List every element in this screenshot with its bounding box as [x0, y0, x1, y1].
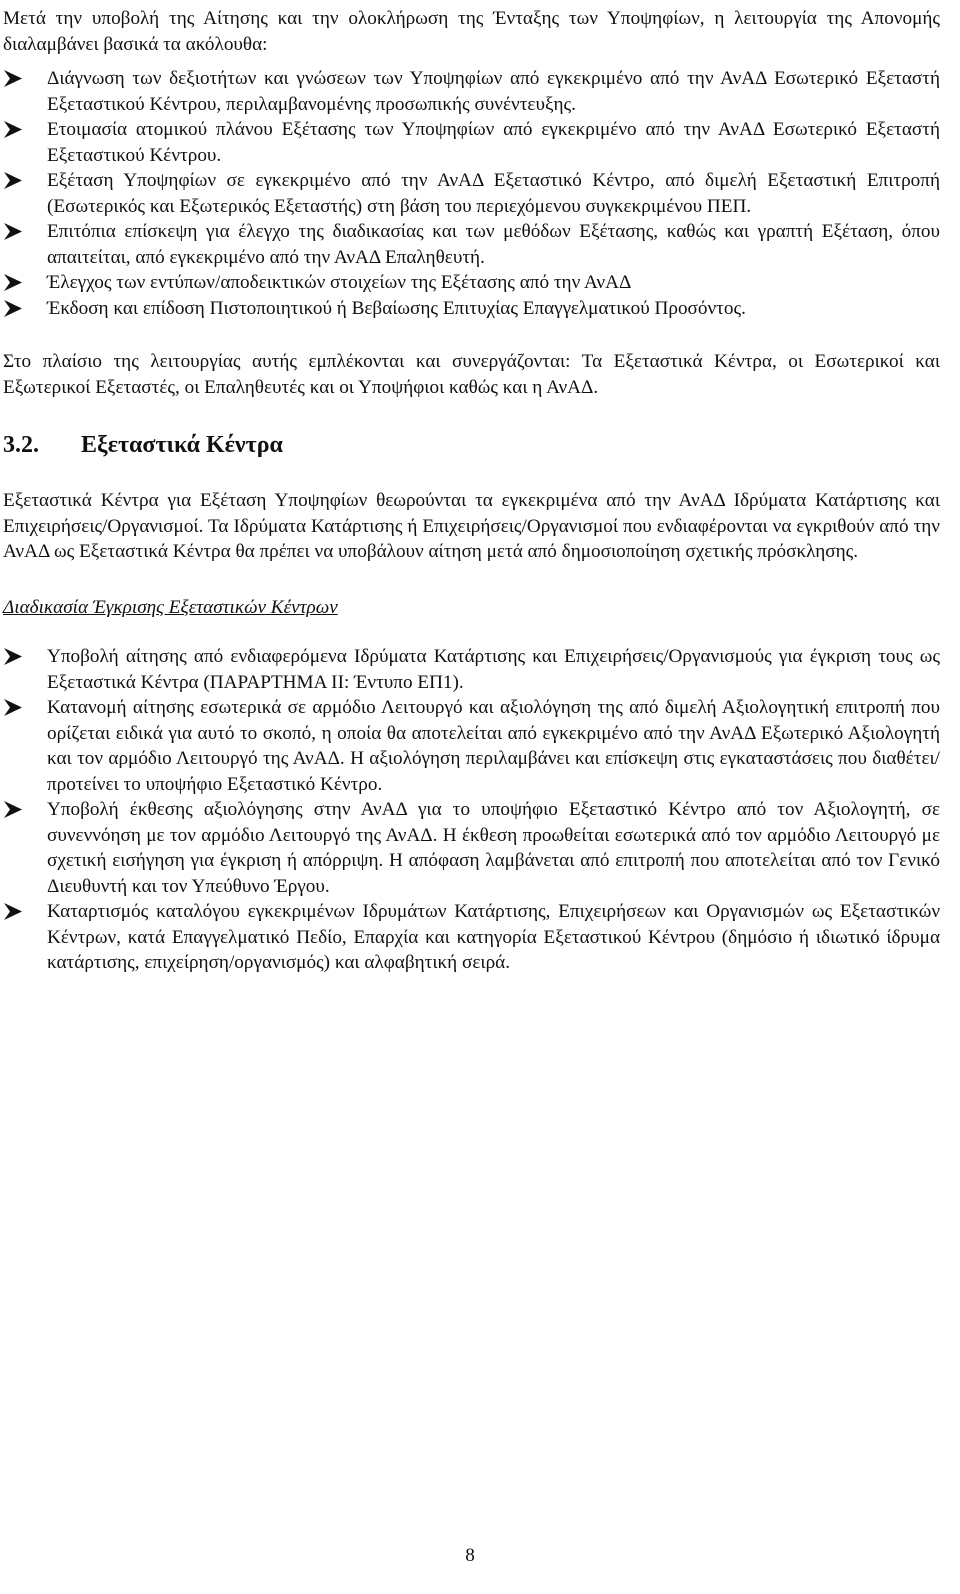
list-item [3, 117, 940, 168]
section-heading [3, 430, 940, 460]
list-item [3, 296, 940, 322]
list-item [3, 270, 940, 296]
list-item-text: Υποβολή αίτησης από ενδιαφερόμενα Ιδρύματα Κατάρτισης και Επιχειρήσεις/Οργανισμούς για έγκριση τους ως Εξεταστικά Κέντρα (ΠΑΡΑΡΤΗΜΑ ΙΙ: Έντυπο ΕΠ1). [47, 646, 940, 693]
arrow-bullet-icon [3, 69, 23, 88]
participants-paragraph: Στο πλαίσιο της λειτουργίας αυτής εμπλέκονται και συνεργάζονται: Τα Εξεταστικά Κέντρα, οι Εσωτερικοί και Εξωτερικοί Εξεταστές, οι Επαληθευτές και οι Υποψήφιοι καθώς και η ΑνΑΔ. [3, 351, 940, 398]
arrow-bullet-icon [3, 222, 23, 241]
arrow-bullet-icon [3, 299, 23, 318]
list-item-text: Καταρτισμός καταλόγου εγκεκριμένων Ιδρυμάτων Κατάρτισης, Επιχειρήσεων και Οργανισμών ως Εξεταστικών Κέντρων, κατά Επαγγελματικό Πεδίο, Επαρχία και κατηγορία Εξεταστικού Κέντρου (δημόσιο ή ιδιωτικό ίδρυμα κατάρτισης, επιχείρηση/οργανισμός) και αλφαβητική σειρά. [47, 901, 940, 973]
intro-paragraph: Μετά την υποβολή της Αίτησης και την ολοκλήρωση της Ένταξης των Υποψηφίων, η λειτουργία της Απονομής διαλαμβάνει βασικά τα ακόλουθα: [3, 8, 940, 55]
arrow-bullet-icon [3, 647, 23, 666]
list-item-text: Έλεγχος των εντύπων/αποδεικτικών στοιχείων της Εξέτασης από την ΑνΑΔ [47, 272, 632, 293]
list-item [3, 695, 940, 797]
list-item [3, 644, 940, 695]
list-item-text: Διάγνωση των δεξιοτήτων και γνώσεων των Υποψηφίων από εγκεκριμένο από την ΑνΑΔ Εσωτερικό Εξεταστή Εξεταστικού Κέντρου, περιλαμβανομένης προσωπικής συνέντευξης. [47, 68, 940, 115]
list-item-text: Εξέταση Υποψηφίων σε εγκεκριμένο από την ΑνΑΔ Εξεταστικό Κέντρο, από διμελή Εξεταστική Επιτροπή (Εσωτερικός και Εξωτερικός Εξεταστής) στη βάση του περιεχόμενου συγκεκριμένου ΠΕΠ. [47, 170, 940, 217]
list-item [3, 66, 940, 117]
arrow-bullet-icon [3, 698, 23, 717]
page-number: 8 [465, 1545, 475, 1566]
section-number: 3.2. [3, 432, 39, 458]
arrow-bullet-icon [3, 273, 23, 292]
list-item [3, 219, 940, 270]
list-item-text: Κατανομή αίτησης εσωτερικά σε αρμόδιο Λειτουργό και αξιολόγηση της από διμελή Αξιολογητική επιτροπή που ορίζεται ειδικά για αυτό το σκοπό, η οποία θα αποτελείται από εγκεκριμένο από την ΑνΑΔ Εξωτερικό Αξιολογητή και τον αρμόδιο Λειτουργό της ΑνΑΔ. Η αξιολόγηση περιλαμβάνει και επίσκεψη στις εγκαταστάσεις που διαθέτει/ προτείνει το υποψήφιο Εξεταστικό Κέντρο. [47, 697, 940, 795]
award-steps-list [3, 66, 940, 321]
list-item-text: Υποβολή έκθεσης αξιολόγησης στην ΑνΑΔ για το υποψήφιο Εξεταστικό Κέντρο από τον Αξιολογητή, σε συνεννόηση με τον αρμόδιο Λειτουργό της ΑνΑΔ. Η έκθεση προωθείται εσωτερικά από τον αρμόδιο Λειτουργό με σχετική εισήγηση για έγκριση ή απόρριψη. Η απόφαση λαμβάνεται από επιτροπή που αποτελείται από τον Γενικό Διευθυντή και τον Υπεύθυνο Έργου. [47, 799, 940, 897]
arrow-bullet-icon [3, 171, 23, 190]
list-item [3, 168, 940, 219]
arrow-bullet-icon [3, 120, 23, 139]
list-item [3, 797, 940, 899]
list-item-text: Έκδοση και επίδοση Πιστοποιητικού ή Βεβαίωσης Επιτυχίας Επαγγελματικού Προσόντος. [47, 297, 746, 319]
list-item-text: Ετοιμασία ατομικού πλάνου Εξέτασης των Υποψηφίων από εγκεκριμένο από την ΑνΑΔ Εσωτερικό Εξεταστή Εξεταστικού Κέντρου. [47, 119, 940, 166]
exam-centres-paragraph: Εξεταστικά Κέντρα για Εξέταση Υποψηφίων θεωρούνται τα εγκεκριμένα από την ΑνΑΔ Ιδρύματα Κατάρτισης και Επιχειρήσεις/Οργανισμοί. Τα Ιδρύματα Κατάρτισης ή Επιχειρήσεις/Οργανισμοί που ενδιαφέρονται να εγκριθούν από την ΑνΑΔ ως Εξεταστικά Κέντρα θα πρέπει να υποβάλουν αίτηση μετά από δημοσιοποίηση σχετικής πρόσκλησης. [3, 490, 940, 562]
list-item [3, 899, 940, 976]
arrow-bullet-icon [3, 902, 23, 921]
approval-procedure-heading: Διαδικασία Έγκρισης Εξεταστικών Κέντρων [3, 596, 338, 618]
list-item-text: Επιτόπια επίσκεψη για έλεγχο της διαδικασίας και των μεθόδων Εξέτασης, καθώς και γραπτή Εξέταση, όπου απαιτείται, από εγκεκριμένο από την ΑνΑΔ Επαληθευτή. [47, 221, 940, 268]
approval-steps-list [3, 644, 940, 976]
section-title: Εξεταστικά Κέντρα [81, 432, 283, 458]
arrow-bullet-icon [3, 800, 23, 819]
page-content [3, 6, 940, 976]
